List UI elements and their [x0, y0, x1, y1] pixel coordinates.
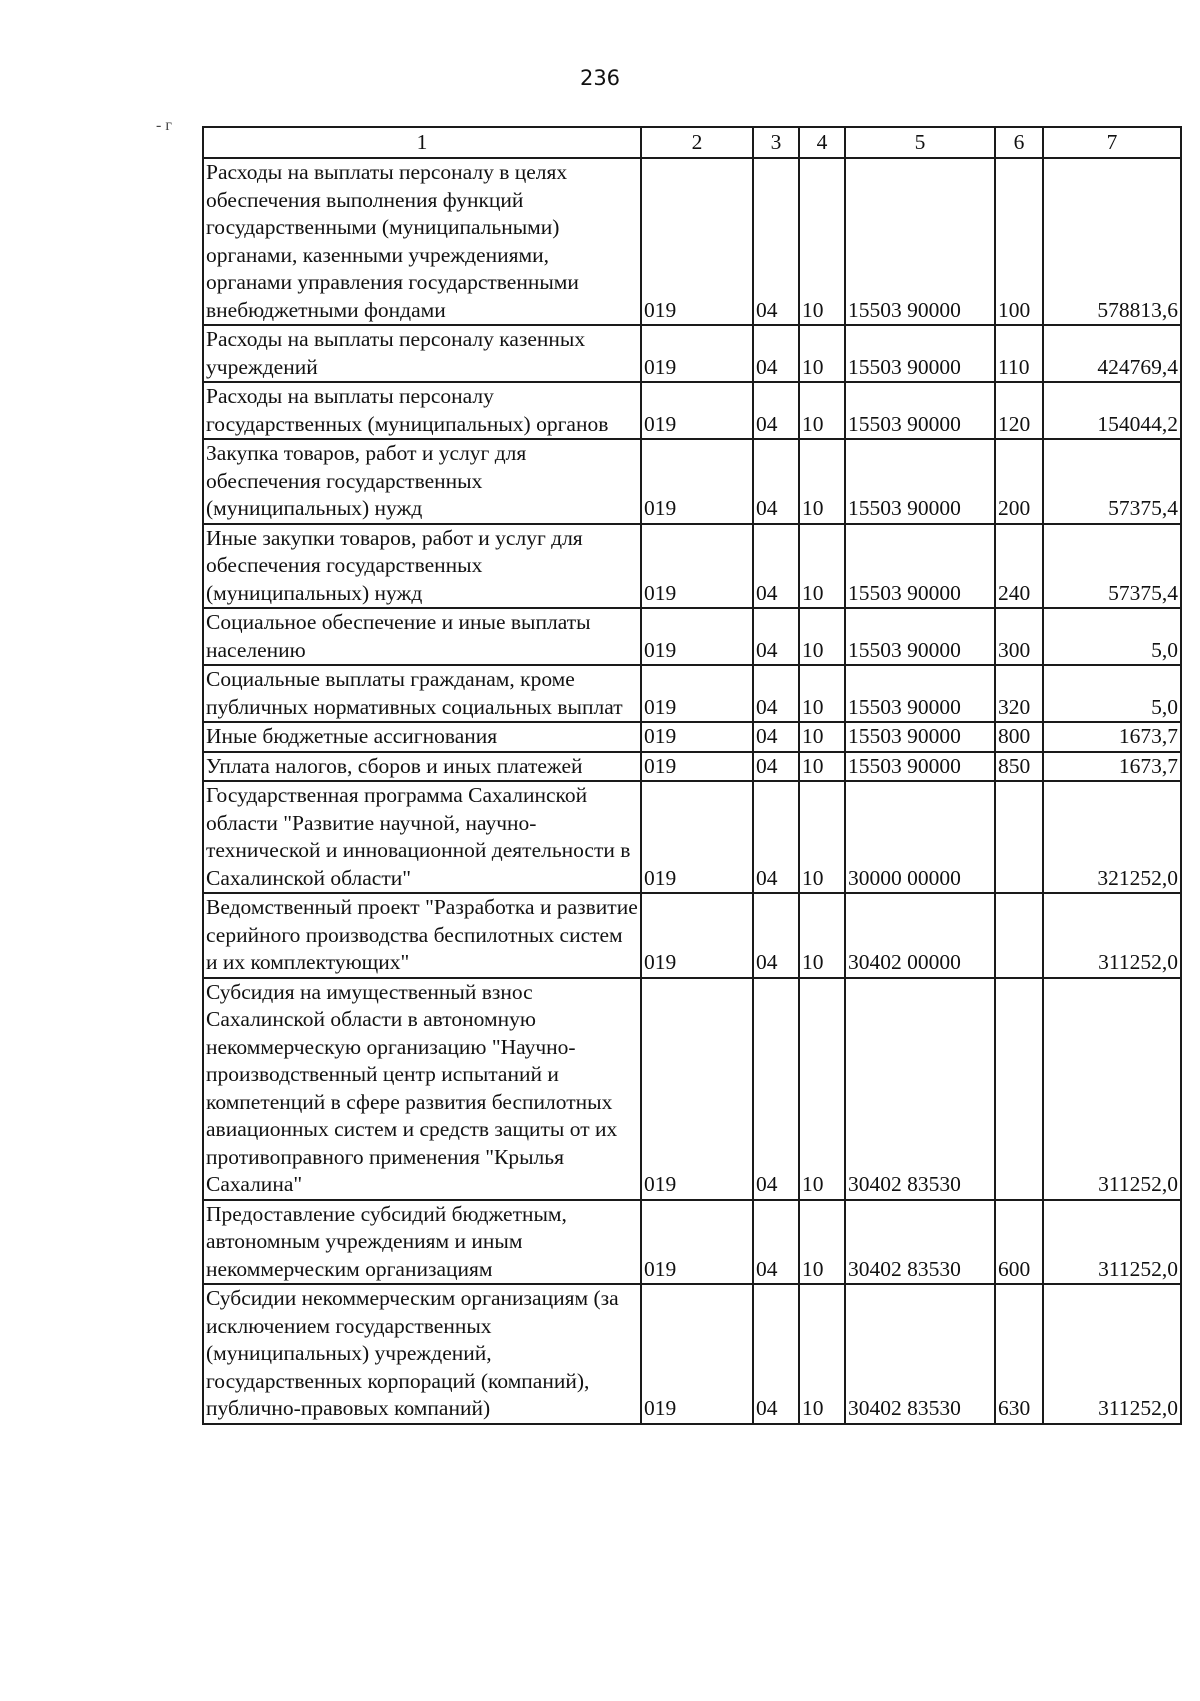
- target-article-cell: 30402 00000: [845, 893, 995, 978]
- section-code-cell: 04: [753, 978, 799, 1200]
- expense-type-cell: [995, 893, 1043, 978]
- table-row: [203, 978, 1181, 1200]
- row-name-cell: Ведомственный проект "Разработка и развитие серийного производства беспилотных систем и их комплектующих": [203, 893, 641, 978]
- table-body: [203, 158, 1181, 1424]
- amount-cell: 311252,0: [1043, 978, 1181, 1200]
- subsection-code-cell: 10: [799, 1200, 845, 1285]
- subsection-code-cell: 10: [799, 665, 845, 722]
- row-name-cell: Расходы на выплаты персоналу казенных учреждений: [203, 325, 641, 382]
- amount-cell: 5,0: [1043, 665, 1181, 722]
- ministry-code-cell: 019: [641, 1200, 753, 1285]
- amount-cell: 57375,4: [1043, 439, 1181, 524]
- amount-cell: 578813,6: [1043, 158, 1181, 325]
- ministry-code-cell: 019: [641, 608, 753, 665]
- section-code-cell: 04: [753, 722, 799, 752]
- target-article-cell: 15503 90000: [845, 524, 995, 609]
- target-article-cell: 15503 90000: [845, 158, 995, 325]
- ministry-code-cell: 019: [641, 781, 753, 893]
- subsection-code-cell: 10: [799, 1284, 845, 1424]
- table-row: [203, 524, 1181, 609]
- section-code-cell: 04: [753, 382, 799, 439]
- table-row: [203, 722, 1181, 752]
- table-row: [203, 1284, 1181, 1424]
- target-article-cell: 30402 83530: [845, 978, 995, 1200]
- table-row: [203, 158, 1181, 325]
- subsection-code-cell: 10: [799, 722, 845, 752]
- target-article-cell: 15503 90000: [845, 722, 995, 752]
- section-code-cell: 04: [753, 1200, 799, 1285]
- table-row: [203, 325, 1181, 382]
- amount-cell: 57375,4: [1043, 524, 1181, 609]
- target-article-cell: 30000 00000: [845, 781, 995, 893]
- ministry-code-cell: 019: [641, 978, 753, 1200]
- section-code-cell: 04: [753, 524, 799, 609]
- amount-cell: 154044,2: [1043, 382, 1181, 439]
- target-article-cell: 30402 83530: [845, 1284, 995, 1424]
- section-code-cell: 04: [753, 893, 799, 978]
- subsection-code-cell: 10: [799, 524, 845, 609]
- subsection-code-cell: 10: [799, 439, 845, 524]
- section-code-cell: 04: [753, 608, 799, 665]
- amount-cell: 311252,0: [1043, 1200, 1181, 1285]
- expense-type-cell: [995, 781, 1043, 893]
- target-article-cell: 15503 90000: [845, 325, 995, 382]
- column-header: 7: [1043, 127, 1181, 158]
- section-code-cell: 04: [753, 1284, 799, 1424]
- row-name-cell: Расходы на выплаты персоналу государственных (муниципальных) органов: [203, 382, 641, 439]
- row-name-cell: Расходы на выплаты персоналу в целях обеспечения выполнения функций государственными (муниципальными) органами, казенными учреждениями, органами управления государственными внебюджетными фондами: [203, 158, 641, 325]
- section-code-cell: 04: [753, 781, 799, 893]
- row-name-cell: Государственная программа Сахалинской области "Развитие научной, научно-технической и инновационной деятельности в Сахалинской области": [203, 781, 641, 893]
- table-row: [203, 781, 1181, 893]
- amount-cell: 311252,0: [1043, 1284, 1181, 1424]
- ministry-code-cell: 019: [641, 722, 753, 752]
- ministry-code-cell: 019: [641, 524, 753, 609]
- subsection-code-cell: 10: [799, 158, 845, 325]
- amount-cell: 424769,4: [1043, 325, 1181, 382]
- expense-type-cell: [995, 978, 1043, 1200]
- expense-type-cell: 850: [995, 752, 1043, 782]
- expense-type-cell: 300: [995, 608, 1043, 665]
- table-row: [203, 382, 1181, 439]
- column-header: 2: [641, 127, 753, 158]
- section-code-cell: 04: [753, 665, 799, 722]
- amount-cell: 5,0: [1043, 608, 1181, 665]
- table-row: [203, 893, 1181, 978]
- ministry-code-cell: 019: [641, 1284, 753, 1424]
- row-name-cell: Социальные выплаты гражданам, кроме публичных нормативных социальных выплат: [203, 665, 641, 722]
- table-row: [203, 608, 1181, 665]
- amount-cell: 321252,0: [1043, 781, 1181, 893]
- ministry-code-cell: 019: [641, 325, 753, 382]
- amount-cell: 1673,7: [1043, 722, 1181, 752]
- subsection-code-cell: 10: [799, 752, 845, 782]
- budget-table: [202, 126, 1182, 1425]
- subsection-code-cell: 10: [799, 608, 845, 665]
- target-article-cell: 15503 90000: [845, 439, 995, 524]
- expense-type-cell: 110: [995, 325, 1043, 382]
- table-row: [203, 439, 1181, 524]
- ministry-code-cell: 019: [641, 382, 753, 439]
- target-article-cell: 15503 90000: [845, 608, 995, 665]
- column-header: 1: [203, 127, 641, 158]
- expense-type-cell: 630: [995, 1284, 1043, 1424]
- column-header: 4: [799, 127, 845, 158]
- expense-type-cell: 100: [995, 158, 1043, 325]
- section-code-cell: 04: [753, 752, 799, 782]
- column-header-row: [203, 127, 1181, 158]
- ministry-code-cell: 019: [641, 665, 753, 722]
- ministry-code-cell: 019: [641, 893, 753, 978]
- row-name-cell: Уплата налогов, сборов и иных платежей: [203, 752, 641, 782]
- column-header: 3: [753, 127, 799, 158]
- target-article-cell: 15503 90000: [845, 665, 995, 722]
- section-code-cell: 04: [753, 439, 799, 524]
- row-name-cell: Иные бюджетные ассигнования: [203, 722, 641, 752]
- scan-mark: - г: [156, 117, 172, 134]
- subsection-code-cell: 10: [799, 893, 845, 978]
- ministry-code-cell: 019: [641, 158, 753, 325]
- subsection-code-cell: 10: [799, 978, 845, 1200]
- amount-cell: 311252,0: [1043, 893, 1181, 978]
- target-article-cell: 15503 90000: [845, 382, 995, 439]
- section-code-cell: 04: [753, 325, 799, 382]
- column-header: 5: [845, 127, 995, 158]
- row-name-cell: Социальное обеспечение и иные выплаты населению: [203, 608, 641, 665]
- target-article-cell: 30402 83530: [845, 1200, 995, 1285]
- row-name-cell: Закупка товаров, работ и услуг для обеспечения государственных (муниципальных) нужд: [203, 439, 641, 524]
- table-row: [203, 752, 1181, 782]
- row-name-cell: Субсидии некоммерческим организациям (за исключением государственных (муниципальных) учреждений, государственных корпораций (компаний), публично-правовых компаний): [203, 1284, 641, 1424]
- expense-type-cell: 600: [995, 1200, 1043, 1285]
- table-row: [203, 1200, 1181, 1285]
- subsection-code-cell: 10: [799, 325, 845, 382]
- target-article-cell: 15503 90000: [845, 752, 995, 782]
- ministry-code-cell: 019: [641, 439, 753, 524]
- expense-type-cell: 320: [995, 665, 1043, 722]
- ministry-code-cell: 019: [641, 752, 753, 782]
- expense-type-cell: 800: [995, 722, 1043, 752]
- expense-type-cell: 240: [995, 524, 1043, 609]
- table-row: [203, 665, 1181, 722]
- expense-type-cell: 200: [995, 439, 1043, 524]
- column-header: 6: [995, 127, 1043, 158]
- row-name-cell: Иные закупки товаров, работ и услуг для обеспечения государственных (муниципальных) нужд: [203, 524, 641, 609]
- section-code-cell: 04: [753, 158, 799, 325]
- subsection-code-cell: 10: [799, 382, 845, 439]
- row-name-cell: Субсидия на имущественный взнос Сахалинской области в автономную некоммерческую организацию "Научно-производственный центр испытаний и компетенций в сфере развития беспилотных авиационных систем и средств защиты от их противоправного применения "Крылья Сахалина": [203, 978, 641, 1200]
- page-number: 236: [579, 66, 621, 90]
- subsection-code-cell: 10: [799, 781, 845, 893]
- amount-cell: 1673,7: [1043, 752, 1181, 782]
- expense-type-cell: 120: [995, 382, 1043, 439]
- row-name-cell: Предоставление субсидий бюджетным, автономным учреждениям и иным некоммерческим организациям: [203, 1200, 641, 1285]
